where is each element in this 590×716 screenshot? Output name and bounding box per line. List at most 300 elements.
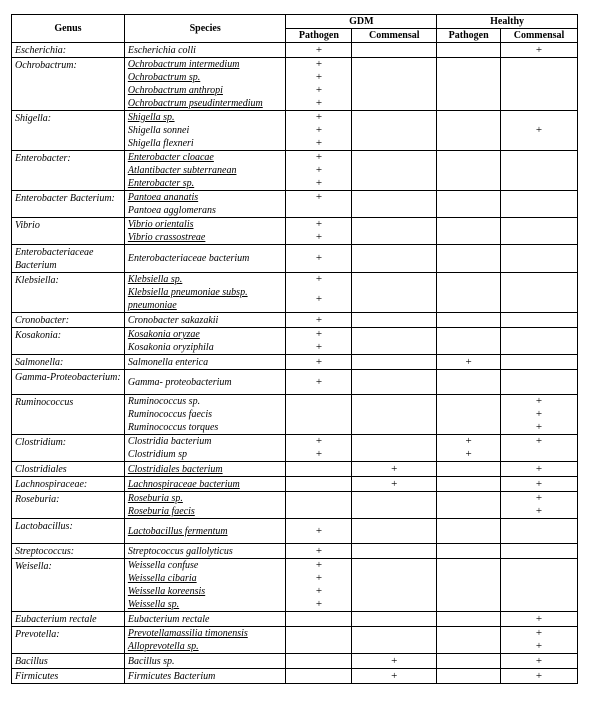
gdm-commensal-mark xyxy=(352,191,437,205)
gdm-pathogen-mark: + xyxy=(286,585,352,598)
gdm-pathogen-mark xyxy=(286,421,352,435)
healthy-pathogen-mark xyxy=(437,111,501,125)
table-row xyxy=(12,492,578,506)
gdm-commensal-mark xyxy=(352,598,437,612)
gdm-commensal-mark xyxy=(352,408,437,421)
gdm-commensal-mark xyxy=(352,245,437,273)
genus-cell: Lachnospiraceae: xyxy=(12,477,125,492)
species-cell xyxy=(124,43,286,58)
species-cell xyxy=(124,448,286,462)
healthy-commensal-mark xyxy=(501,71,578,84)
gdm-pathogen-mark: + xyxy=(286,231,352,245)
species-cell xyxy=(124,559,286,573)
healthy-pathogen-mark xyxy=(437,492,501,506)
species-name: Ruminococcus faecis xyxy=(127,409,212,420)
healthy-commensal-mark xyxy=(501,84,578,97)
species-name: Cronobacter sakazakii xyxy=(127,314,219,326)
species-name: Firmicutes Bacterium xyxy=(127,670,216,682)
healthy-pathogen-mark xyxy=(437,84,501,97)
healthy-pathogen-mark xyxy=(437,370,501,395)
gdm-pathogen-mark xyxy=(286,505,352,519)
genus-cell: Shigella: xyxy=(12,111,125,151)
species-name: Roseburia faecis xyxy=(127,506,195,517)
healthy-commensal-mark: + xyxy=(501,654,578,669)
healthy-commensal-mark xyxy=(501,598,578,612)
species-name: Ruminococcus sp. xyxy=(127,396,201,407)
gdm-commensal-mark xyxy=(352,505,437,519)
species-cell xyxy=(124,273,286,287)
table-row xyxy=(12,654,578,669)
healthy-pathogen-mark xyxy=(437,218,501,232)
species-cell xyxy=(124,245,286,273)
species-cell xyxy=(124,111,286,125)
healthy-pathogen-mark xyxy=(437,328,501,342)
healthy-commensal-mark: + xyxy=(501,612,578,627)
healthy-pathogen-mark xyxy=(437,245,501,273)
species-name: Ruminococcus torques xyxy=(127,422,219,433)
gdm-pathogen-mark: + xyxy=(286,273,352,287)
species-cell xyxy=(124,231,286,245)
table-row xyxy=(12,627,578,641)
healthy-commensal-mark xyxy=(501,191,578,205)
gdm-pathogen-mark: + xyxy=(286,370,352,395)
healthy-commensal-mark: + xyxy=(501,43,578,58)
healthy-pathogen-mark xyxy=(437,191,501,205)
gdm-pathogen-mark: + xyxy=(286,328,352,342)
species-cell xyxy=(124,191,286,205)
healthy-commensal-mark xyxy=(501,273,578,287)
healthy-pathogen-mark xyxy=(437,137,501,151)
gdm-header: GDM xyxy=(286,15,437,29)
healthy-commensal-mark: + xyxy=(501,492,578,506)
genus-cell: Ruminococcus xyxy=(12,395,125,435)
species-cell xyxy=(124,654,286,669)
healthy-pathogen-mark xyxy=(437,151,501,165)
healthy-pathogen-mark xyxy=(437,71,501,84)
species-name: Atlantibacter subterranean xyxy=(127,165,237,176)
species-name: Clostridia bacterium xyxy=(127,436,212,447)
healthy-pathogen-mark: + xyxy=(437,435,501,449)
healthy-pathogen-mark xyxy=(437,408,501,421)
species-cell xyxy=(124,151,286,165)
species-name: Shigella flexneri xyxy=(127,138,194,149)
healthy-commensal-mark xyxy=(501,231,578,245)
healthy-commensal-mark xyxy=(501,286,578,313)
healthy-pathogen-mark xyxy=(437,286,501,313)
gdm-pathogen-mark xyxy=(286,408,352,421)
species-cell xyxy=(124,97,286,111)
gdm-pathogen-mark xyxy=(286,462,352,477)
healthy-pathogen-mark xyxy=(437,519,501,544)
species-name: Escherichia colli xyxy=(127,44,196,56)
species-name: Ochrobactrum intermedium xyxy=(127,59,240,70)
gdm-commensal-mark: + xyxy=(352,462,437,477)
species-name: Gamma- proteobacterium xyxy=(127,376,232,388)
table-row xyxy=(12,612,578,627)
healthy-commensal-mark xyxy=(501,519,578,544)
gdm-commensal-mark xyxy=(352,43,437,58)
healthy-pathogen-mark xyxy=(437,559,501,573)
healthy-commensal-mark xyxy=(501,448,578,462)
table-body xyxy=(12,43,578,684)
species-name: Streptococcus gallolyticus xyxy=(127,545,233,557)
species-name: Ochrobactrum pseudintermedium xyxy=(127,98,263,109)
healthy-pathogen-mark xyxy=(437,669,501,684)
species-cell xyxy=(124,341,286,355)
gdm-commensal-mark xyxy=(352,627,437,641)
healthy-commensal-mark xyxy=(501,58,578,72)
gdm-pathogen-mark: + xyxy=(286,151,352,165)
table-row xyxy=(12,218,578,232)
species-cell xyxy=(124,71,286,84)
genus-cell: Salmonella: xyxy=(12,355,125,370)
healthy-commensal-mark xyxy=(501,245,578,273)
gdm-pathogen-mark: + xyxy=(286,435,352,449)
table-row xyxy=(12,355,578,370)
gdm-commensal-mark xyxy=(352,395,437,409)
gdm-commensal-header: Commensal xyxy=(352,29,437,43)
gdm-pathogen-mark: + xyxy=(286,124,352,137)
gdm-pathogen-mark: + xyxy=(286,355,352,370)
species-name: Weissella sp. xyxy=(127,599,180,610)
genus-cell: Lactobacillus: xyxy=(12,519,125,544)
genus-cell: Weisella: xyxy=(12,559,125,612)
table-row xyxy=(12,313,578,328)
genus-cell: Clostridium: xyxy=(12,435,125,462)
gdm-commensal-mark xyxy=(352,585,437,598)
table-row xyxy=(12,519,578,544)
species-cell xyxy=(124,58,286,72)
species-name: Enterobacter cloacae xyxy=(127,152,214,163)
genus-cell: Eubacterium rectale xyxy=(12,612,125,627)
healthy-pathogen-mark xyxy=(437,204,501,218)
healthy-commensal-mark xyxy=(501,559,578,573)
gdm-commensal-mark xyxy=(352,370,437,395)
healthy-commensal-mark xyxy=(501,328,578,342)
species-cell xyxy=(124,519,286,544)
gdm-commensal-mark xyxy=(352,111,437,125)
healthy-pathogen-mark xyxy=(437,395,501,409)
healthy-commensal-mark xyxy=(501,341,578,355)
species-name: Weissella cibaria xyxy=(127,573,197,584)
healthy-pathogen-mark xyxy=(437,124,501,137)
healthy-commensal-mark xyxy=(501,585,578,598)
healthy-commensal-mark xyxy=(501,137,578,151)
genus-cell: Clostridiales xyxy=(12,462,125,477)
gdm-pathogen-mark: + xyxy=(286,286,352,313)
healthy-pathogen-header: Pathogen xyxy=(437,29,501,43)
species-cell xyxy=(124,627,286,641)
gdm-pathogen-mark xyxy=(286,654,352,669)
species-name: Prevotellamassilia timonensis xyxy=(127,628,248,639)
healthy-pathogen-mark xyxy=(437,421,501,435)
gdm-commensal-mark xyxy=(352,328,437,342)
species-cell xyxy=(124,137,286,151)
genus-cell: Roseburia: xyxy=(12,492,125,519)
healthy-pathogen-mark xyxy=(437,43,501,58)
species-name: Weissella confuse xyxy=(127,560,199,571)
gdm-pathogen-mark: + xyxy=(286,218,352,232)
gdm-commensal-mark xyxy=(352,355,437,370)
healthy-pathogen-mark xyxy=(437,572,501,585)
gdm-pathogen-mark: + xyxy=(286,572,352,585)
gdm-pathogen-mark: + xyxy=(286,111,352,125)
gdm-commensal-mark: + xyxy=(352,654,437,669)
table-row xyxy=(12,370,578,395)
species-name: Salmonella enterica xyxy=(127,356,209,368)
species-cell xyxy=(124,544,286,559)
table-row xyxy=(12,58,578,72)
gdm-commensal-mark xyxy=(352,640,437,654)
species-cell xyxy=(124,370,286,395)
healthy-commensal-mark: + xyxy=(501,462,578,477)
healthy-commensal-mark: + xyxy=(501,421,578,435)
healthy-commensal-mark xyxy=(501,97,578,111)
species-name: Ochrobactrum sp. xyxy=(127,72,201,83)
healthy-commensal-mark: + xyxy=(501,395,578,409)
gdm-commensal-mark xyxy=(352,97,437,111)
gdm-pathogen-mark: + xyxy=(286,71,352,84)
gdm-commensal-mark xyxy=(352,286,437,313)
gdm-commensal-mark xyxy=(352,218,437,232)
healthy-commensal-mark xyxy=(501,355,578,370)
healthy-pathogen-mark xyxy=(437,477,501,492)
healthy-commensal-mark xyxy=(501,204,578,218)
healthy-pathogen-mark xyxy=(437,544,501,559)
species-cell xyxy=(124,395,286,409)
gdm-commensal-mark xyxy=(352,492,437,506)
healthy-pathogen-mark xyxy=(437,462,501,477)
species-name: Shigella sonnei xyxy=(127,125,190,136)
species-name: Roseburia sp. xyxy=(127,493,183,504)
gdm-commensal-mark xyxy=(352,177,437,191)
species-name: Klebsiella pneumoniae subsp. pneumoniae xyxy=(127,287,248,311)
species-name: Pantoea ananatis xyxy=(127,192,199,203)
gdm-pathogen-mark: + xyxy=(286,97,352,111)
species-cell xyxy=(124,313,286,328)
species-cell xyxy=(124,421,286,435)
genus-header: Genus xyxy=(12,15,125,43)
table-row xyxy=(12,435,578,449)
table-row xyxy=(12,151,578,165)
species-name: Vibrio crassostreae xyxy=(127,232,206,243)
gdm-pathogen-mark: + xyxy=(286,598,352,612)
species-cell xyxy=(124,435,286,449)
species-name: Eubacterium rectale xyxy=(127,613,210,625)
healthy-pathogen-mark xyxy=(437,273,501,287)
healthy-commensal-header: Commensal xyxy=(501,29,578,43)
species-cell xyxy=(124,177,286,191)
healthy-pathogen-mark xyxy=(437,654,501,669)
gdm-pathogen-mark xyxy=(286,640,352,654)
gdm-commensal-mark xyxy=(352,559,437,573)
healthy-pathogen-mark xyxy=(437,627,501,641)
genus-cell: Cronobacter: xyxy=(12,313,125,328)
healthy-pathogen-mark xyxy=(437,612,501,627)
gdm-pathogen-mark: + xyxy=(286,58,352,72)
species-name: Kosakonia oryziphila xyxy=(127,342,214,353)
species-name: Kosakonia oryzae xyxy=(127,329,200,340)
healthy-pathogen-mark xyxy=(437,598,501,612)
table-row xyxy=(12,477,578,492)
gdm-commensal-mark xyxy=(352,572,437,585)
gdm-commensal-mark xyxy=(352,448,437,462)
gdm-commensal-mark xyxy=(352,341,437,355)
table-row xyxy=(12,544,578,559)
healthy-commensal-mark: + xyxy=(501,640,578,654)
species-cell xyxy=(124,669,286,684)
species-name: Bacillus sp. xyxy=(127,655,175,667)
table-row xyxy=(12,43,578,58)
genus-cell: Gamma-Proteobacterium: xyxy=(12,370,125,395)
gdm-commensal-mark xyxy=(352,137,437,151)
gdm-pathogen-mark: + xyxy=(286,191,352,205)
gdm-pathogen-mark xyxy=(286,612,352,627)
healthy-commensal-mark xyxy=(501,544,578,559)
species-name: Ochrobactrum anthropi xyxy=(127,85,223,96)
species-name: Weissella koreensis xyxy=(127,586,206,597)
species-cell xyxy=(124,462,286,477)
gdm-pathogen-mark xyxy=(286,669,352,684)
species-cell xyxy=(124,84,286,97)
species-name: Shigella sp. xyxy=(127,112,175,123)
healthy-pathogen-mark xyxy=(437,231,501,245)
genus-cell: Escherichia: xyxy=(12,43,125,58)
gdm-pathogen-mark xyxy=(286,627,352,641)
gdm-commensal-mark xyxy=(352,124,437,137)
gdm-pathogen-mark: + xyxy=(286,164,352,177)
healthy-commensal-mark: + xyxy=(501,477,578,492)
healthy-pathogen-mark xyxy=(437,313,501,328)
species-name: Vibrio orientalis xyxy=(127,219,194,230)
gdm-commensal-mark xyxy=(352,421,437,435)
species-cell xyxy=(124,204,286,218)
gdm-commensal-mark xyxy=(352,58,437,72)
healthy-commensal-mark xyxy=(501,151,578,165)
species-name: Klebsiella sp. xyxy=(127,274,183,285)
gdm-commensal-mark xyxy=(352,519,437,544)
healthy-commensal-mark xyxy=(501,313,578,328)
species-cell xyxy=(124,286,286,313)
healthy-commensal-mark xyxy=(501,370,578,395)
species-cell xyxy=(124,640,286,654)
species-cell xyxy=(124,218,286,232)
healthy-pathogen-mark xyxy=(437,177,501,191)
genus-cell: Klebsiella: xyxy=(12,273,125,313)
gdm-pathogen-mark: + xyxy=(286,519,352,544)
species-cell xyxy=(124,492,286,506)
gdm-pathogen-mark xyxy=(286,395,352,409)
healthy-pathogen-mark xyxy=(437,640,501,654)
gdm-commensal-mark xyxy=(352,204,437,218)
species-name: Lactobacillus fermentum xyxy=(127,525,228,537)
species-header: Species xyxy=(124,15,286,43)
table-row xyxy=(12,328,578,342)
gdm-commensal-mark xyxy=(352,612,437,627)
table-row xyxy=(12,191,578,205)
gdm-pathogen-mark: + xyxy=(286,559,352,573)
genus-cell: Kosakonia: xyxy=(12,328,125,355)
genus-cell: Enterobacter: xyxy=(12,151,125,191)
table-row xyxy=(12,395,578,409)
gdm-commensal-mark xyxy=(352,71,437,84)
healthy-pathogen-mark xyxy=(437,505,501,519)
species-cell xyxy=(124,585,286,598)
gdm-pathogen-mark: + xyxy=(286,313,352,328)
gdm-pathogen-mark: + xyxy=(286,544,352,559)
genus-cell: Enterobacteriaceae Bacterium xyxy=(12,245,125,273)
healthy-commensal-mark: + xyxy=(501,435,578,449)
table-header xyxy=(12,15,578,43)
species-cell xyxy=(124,572,286,585)
species-cell xyxy=(124,612,286,627)
healthy-commensal-mark: + xyxy=(501,505,578,519)
healthy-pathogen-mark xyxy=(437,341,501,355)
healthy-commensal-mark xyxy=(501,164,578,177)
table-row xyxy=(12,559,578,573)
healthy-commensal-mark: + xyxy=(501,669,578,684)
gdm-pathogen-mark: + xyxy=(286,43,352,58)
species-name: Pantoea agglomerans xyxy=(127,205,216,216)
healthy-pathogen-mark xyxy=(437,164,501,177)
gdm-commensal-mark xyxy=(352,273,437,287)
genus-cell: Enterobacter Bacterium: xyxy=(12,191,125,218)
species-name: Enterobacter sp. xyxy=(127,178,195,189)
healthy-pathogen-mark xyxy=(437,97,501,111)
healthy-pathogen-mark xyxy=(437,58,501,72)
genus-cell: Firmicutes xyxy=(12,669,125,684)
gdm-pathogen-mark: + xyxy=(286,245,352,273)
gdm-pathogen-mark: + xyxy=(286,341,352,355)
bacteria-table xyxy=(11,14,578,684)
table-row xyxy=(12,111,578,125)
gdm-commensal-mark xyxy=(352,313,437,328)
gdm-commensal-mark: + xyxy=(352,477,437,492)
species-cell xyxy=(124,328,286,342)
healthy-commensal-mark: + xyxy=(501,124,578,137)
gdm-commensal-mark xyxy=(352,164,437,177)
healthy-pathogen-mark: + xyxy=(437,355,501,370)
species-cell xyxy=(124,124,286,137)
healthy-header: Healthy xyxy=(437,15,578,29)
gdm-commensal-mark xyxy=(352,231,437,245)
table-row xyxy=(12,669,578,684)
genus-cell: Vibrio xyxy=(12,218,125,245)
gdm-pathogen-header: Pathogen xyxy=(286,29,352,43)
table-row xyxy=(12,245,578,273)
healthy-commensal-mark xyxy=(501,572,578,585)
healthy-commensal-mark: + xyxy=(501,627,578,641)
gdm-pathogen-mark: + xyxy=(286,177,352,191)
healthy-pathogen-mark xyxy=(437,585,501,598)
species-cell xyxy=(124,477,286,492)
table-row xyxy=(12,273,578,287)
species-name: Lachnospiraceae bacterium xyxy=(127,478,240,490)
genus-cell: Bacillus xyxy=(12,654,125,669)
table-row xyxy=(12,462,578,477)
gdm-pathogen-mark xyxy=(286,477,352,492)
gdm-pathogen-mark xyxy=(286,204,352,218)
species-name: Clostridiales bacterium xyxy=(127,463,223,475)
healthy-commensal-mark xyxy=(501,218,578,232)
gdm-commensal-mark xyxy=(352,151,437,165)
species-cell xyxy=(124,598,286,612)
gdm-pathogen-mark: + xyxy=(286,137,352,151)
species-name: Clostridium sp xyxy=(127,449,188,460)
gdm-commensal-mark: + xyxy=(352,669,437,684)
gdm-commensal-mark xyxy=(352,435,437,449)
species-cell xyxy=(124,355,286,370)
